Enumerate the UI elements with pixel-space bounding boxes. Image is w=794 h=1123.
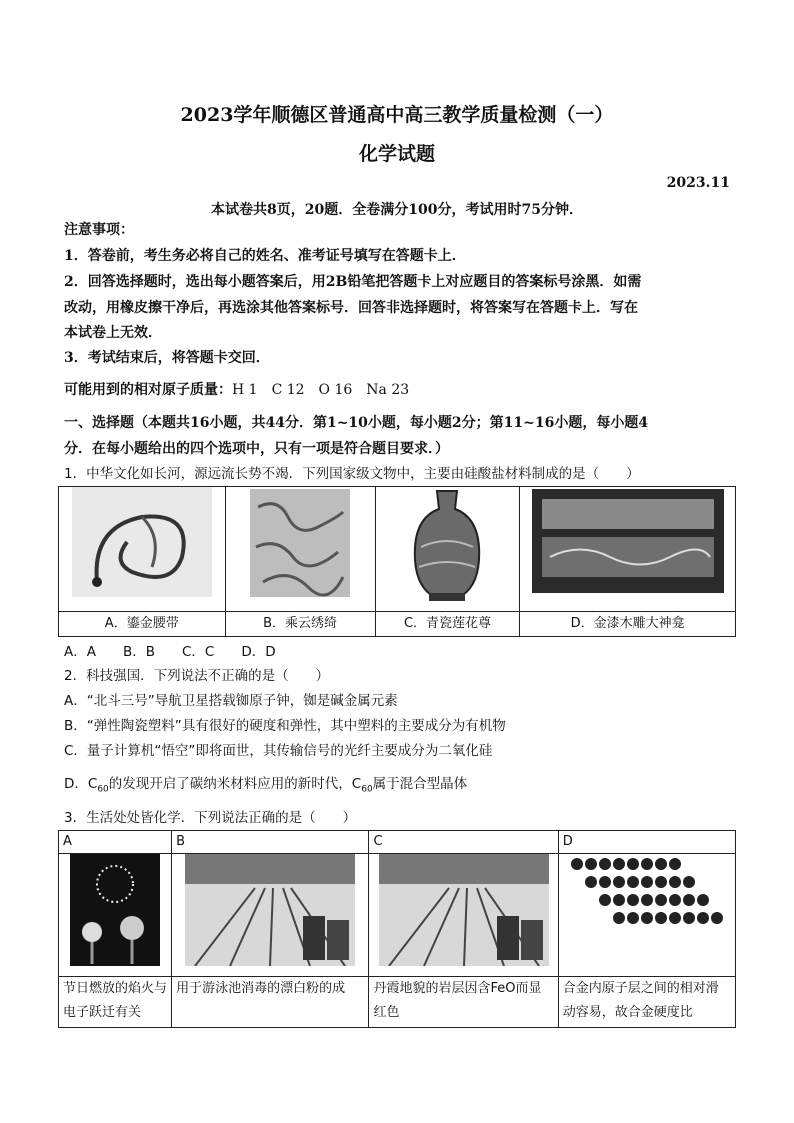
- q1-image-a: [59, 487, 226, 612]
- atomic-masses: [64, 380, 734, 400]
- exam-intro: 本试卷共8页，20题．全卷满分100分，考试用时75分钟．: [211, 202, 583, 218]
- q1-table: [58, 486, 736, 637]
- q3-header-a: A: [59, 831, 172, 854]
- gilt-belt-icon: [72, 487, 212, 597]
- q3-image-b: [172, 854, 369, 977]
- q2-option-b: B．“弹性陶瓷塑料”具有很好的硬度和弹性，其中塑料的主要成分为有机物: [64, 718, 506, 734]
- q1-caption-d: D．金漆木雕大神龛: [520, 612, 736, 637]
- q2-d-sub2: 60: [361, 784, 373, 795]
- q3-header-d: D: [558, 831, 735, 854]
- note-3: 3．考试结束后，将答题卡交回．: [64, 350, 270, 366]
- q2-stem: 2．科技强国．下列说法不正确的是（ ）: [64, 668, 330, 684]
- q1-image-c: [375, 487, 520, 612]
- q2-d-sub1: 60: [97, 784, 109, 795]
- q3-header-c: C: [369, 831, 558, 854]
- q3-text-a: 节日燃放的焰火与电子跃迁有关: [59, 977, 172, 1028]
- note-1: 1．答卷前，考生务必将自己的姓名、准考证号填写在答题卡上．: [64, 248, 466, 264]
- q2-d-pre: D．C: [64, 776, 98, 792]
- note-2: 2．回答选择题时，选出每小题答案后，用2B铅笔把答题卡上对应题目的答案标号涂黑．如需: [64, 274, 642, 290]
- q1-image-b: [225, 487, 375, 612]
- fireworks-icon: [70, 854, 160, 966]
- q1-answers: A．A B．B C．C D．D: [64, 644, 276, 660]
- q3-image-a: [59, 854, 172, 977]
- q2-option-a: A．“北斗三号”导航卫星搭载铷原子钟，铷是碱金属元素: [64, 693, 398, 709]
- notes-heading: 注意事项：: [64, 222, 134, 238]
- danxia-landform-icon: [379, 854, 549, 966]
- q3-table: [58, 830, 736, 1028]
- q1-caption-a: A．鎏金腰带: [59, 612, 226, 637]
- q2-option-c: C．量子计算机“悟空”即将面世，其传输信号的光纤主要成分为二氧化硅: [64, 743, 493, 759]
- exam-title: 2023学年顺德区普通高中高三教学质量检测（一）: [180, 104, 614, 126]
- note-2-cont: 改动，用橡皮擦干净后，再选涂其他答案标号．回答非选择题时，将答案写在答题卡上．写在: [64, 300, 638, 316]
- exam-subtitle: 化学试题: [358, 143, 435, 165]
- q3-image-d: [558, 854, 735, 977]
- q3-text-b: 用于游泳池消毒的漂白粉的成: [172, 977, 369, 1028]
- q3-image-c: [369, 854, 558, 977]
- q1-caption-c: C．青瓷莲花尊: [375, 612, 520, 637]
- section1-heading-2: 分．在每小题给出的四个选项中，只有一项是符合题目要求．）: [64, 441, 449, 457]
- note-2-end: 本试卷上无效．: [64, 325, 162, 341]
- q3-text-d: 合金内原子层之间的相对滑动容易，故合金硬度比: [558, 977, 735, 1028]
- shrine-icon: [530, 487, 726, 595]
- q1-caption-b: B．乘云绣绮: [225, 612, 375, 637]
- q2-d-post: 属于混合型晶体: [372, 776, 468, 792]
- q2-option-d: [64, 774, 734, 800]
- q2-d-mid: 的发现开启了碳纳米材料应用的新时代，C: [108, 776, 362, 792]
- exam-date: 2023.11: [666, 175, 730, 191]
- pool-tanks-icon: [185, 854, 355, 966]
- q3-header-b: B: [172, 831, 369, 854]
- q3-stem: 3．生活处处皆化学．下列说法正确的是（ ）: [64, 810, 357, 826]
- atomic-values: H 1 C 12 O 16 Na 23: [232, 382, 410, 398]
- section1-heading-1: 一、选择题（本题共16小题，共44分．第1~10小题，每小题2分；第11~16小题，每小题4: [64, 415, 649, 431]
- q1-image-d: [520, 487, 736, 612]
- q1-stem: 1．中华文化如长河，源远流长势不竭．下列国家级文物中，主要由硅酸盐材料制成的是（ ）: [64, 466, 640, 482]
- atomic-label: 可能用到的相对原子质量：: [64, 382, 232, 398]
- q3-text-c: 丹霞地貌的岩层因含FeO而显红色: [369, 977, 558, 1028]
- embroidery-icon: [248, 487, 352, 599]
- celadon-vase-icon: [407, 487, 487, 603]
- alloy-atoms-icon: [567, 854, 727, 954]
